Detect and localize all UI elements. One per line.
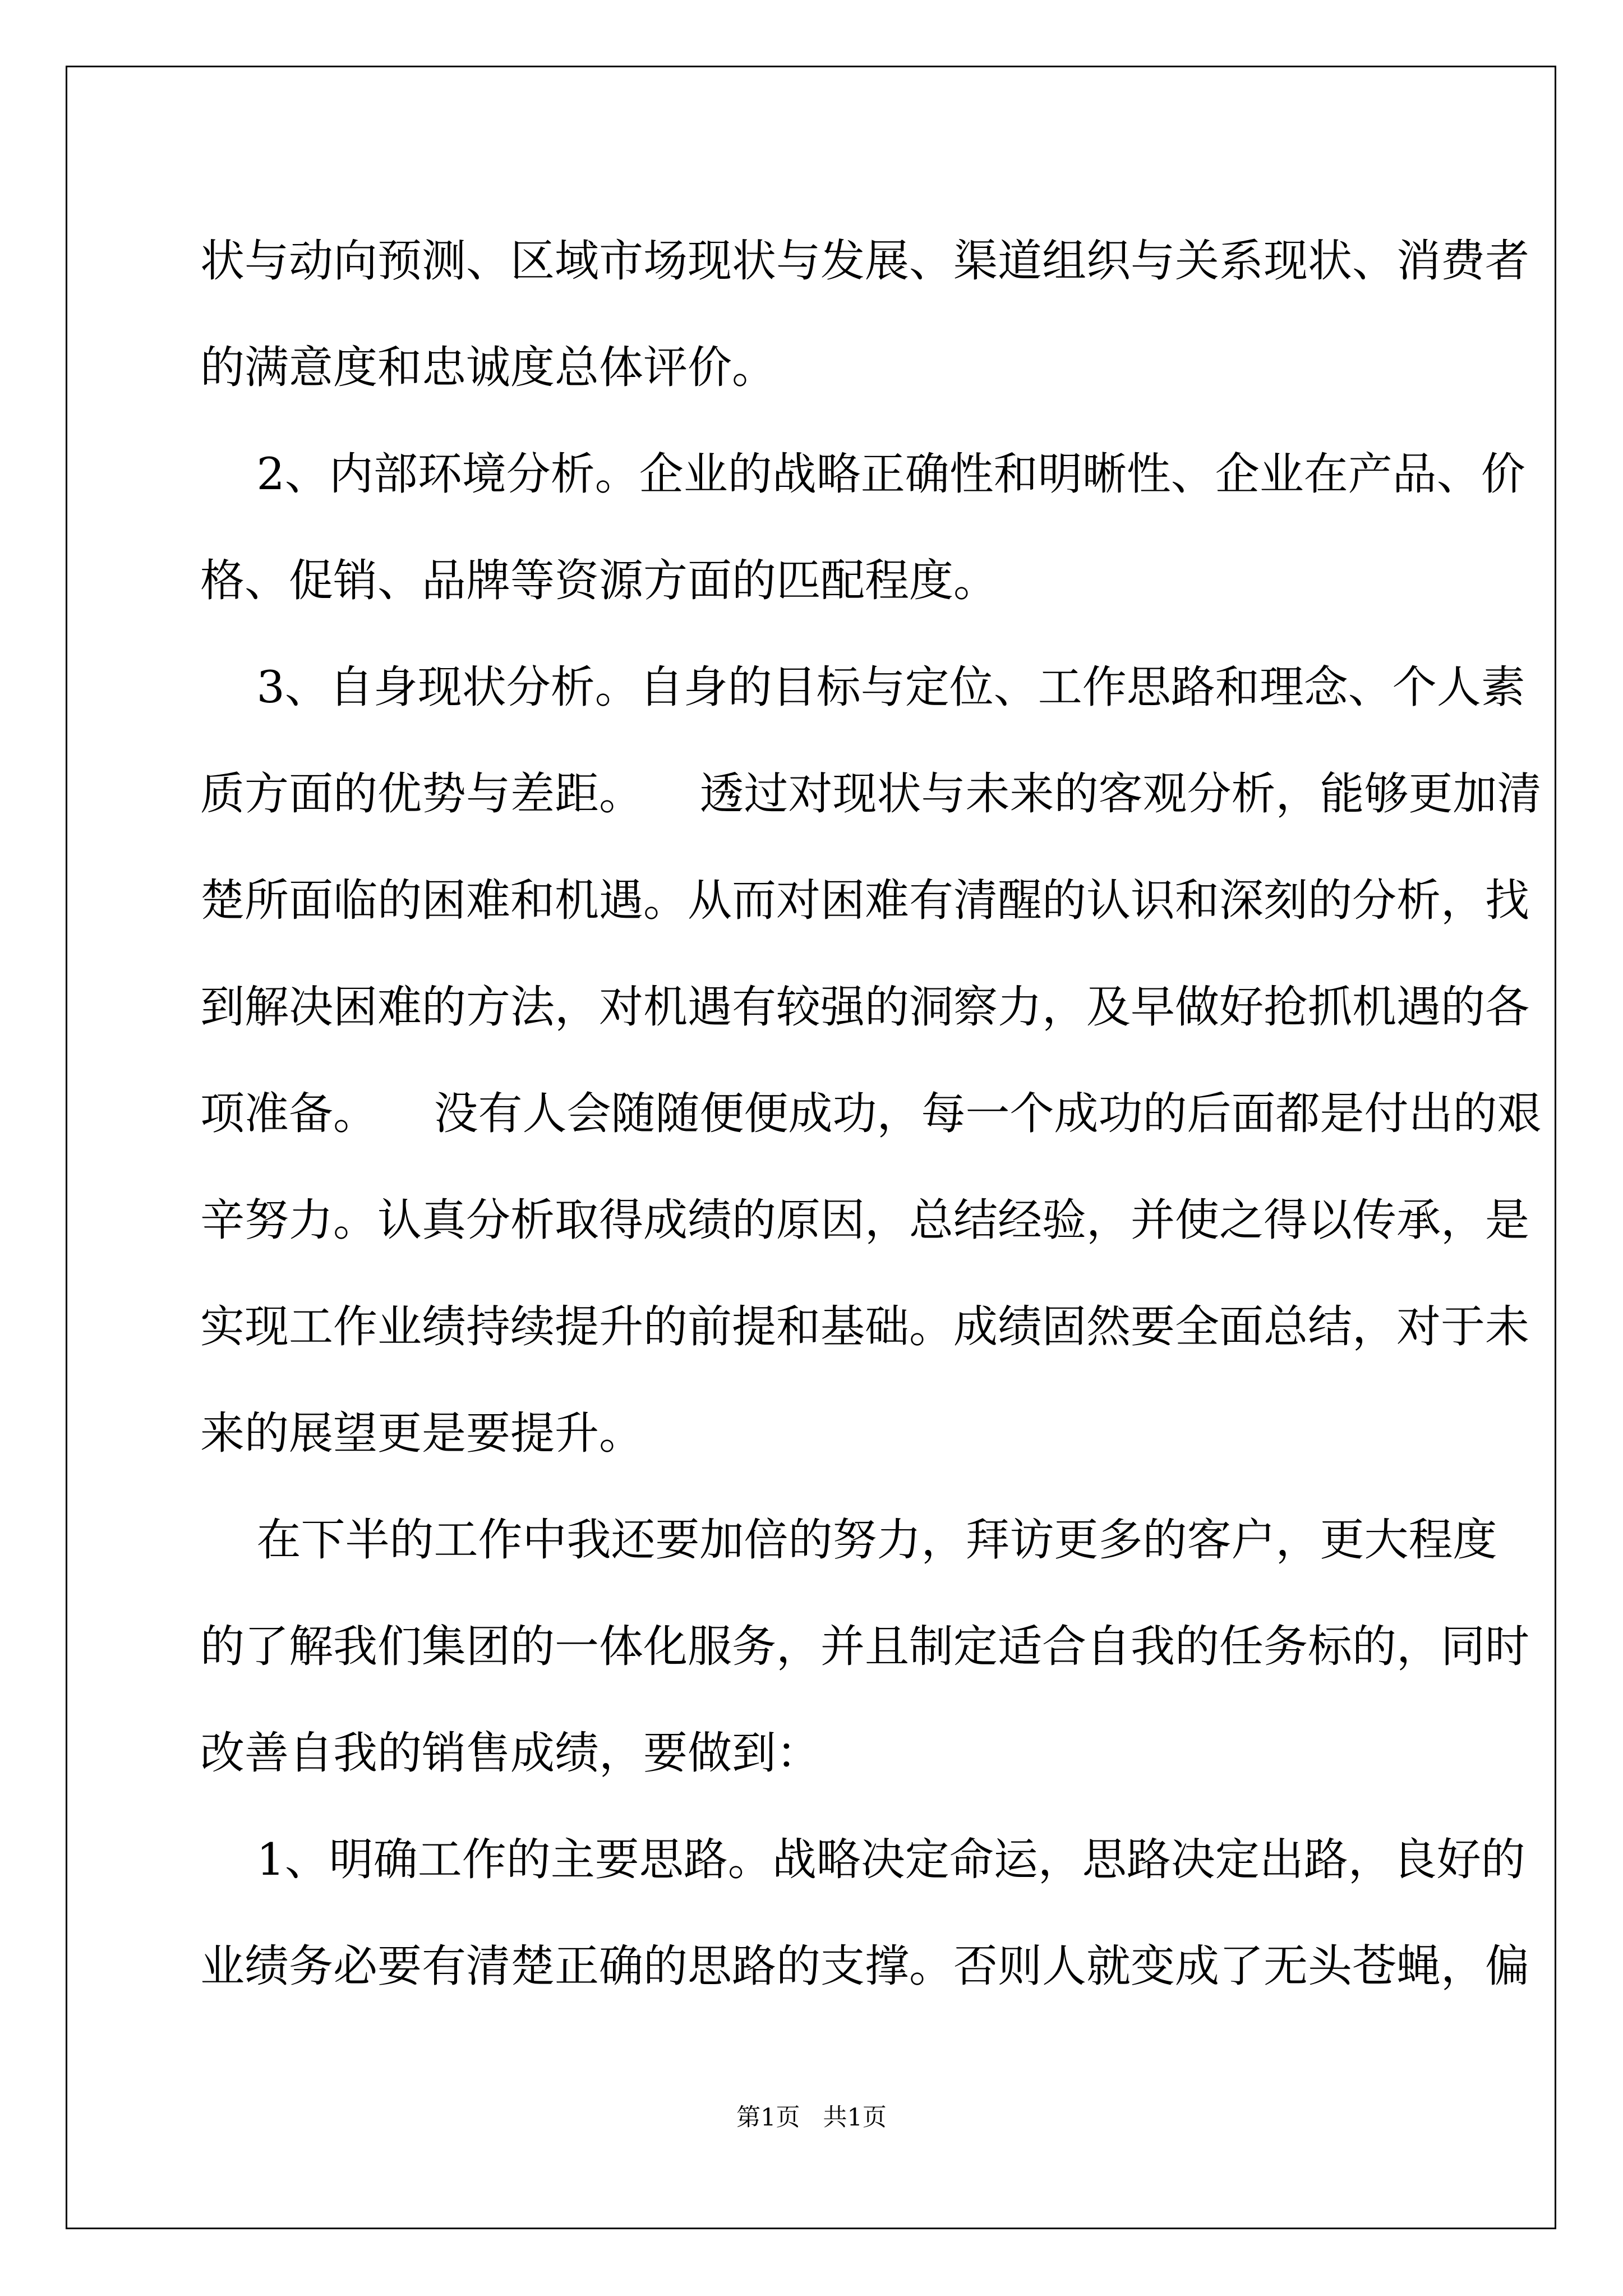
text-line: 来的展望更是要提升。	[200, 1407, 643, 1459]
text-line: 辛努力。认真分析取得成绩的原因，总结经验，并使之得以传承，是	[200, 1194, 1529, 1246]
text-line: 实现工作业绩持续提升的前提和基础。成绩固然要全面总结，对于未	[200, 1301, 1529, 1352]
text-line: 业绩务必要有清楚正确的思路的支撑。否则人就变成了无头苍蝇，偏	[200, 1940, 1529, 1992]
text-line: 的了解我们集团的一体化服务，并且制定适合自我的任务标的，同时	[200, 1621, 1529, 1672]
document-body	[200, 208, 1542, 2019]
paragraph-market-analysis	[200, 208, 1529, 421]
text-line: 3、自身现状分析。自身的目标与定位、工作思路和理念、个人素	[200, 661, 1525, 713]
page-footer: 第1页 共1页	[736, 2104, 887, 2132]
text-line: 2、内部环境分析。企业的战略正确性和明晰性、企业在产品、价	[200, 448, 1525, 500]
text-line: 到解决困难的方法，对机遇有较强的洞察力，及早做好抢抓机遇的各	[200, 981, 1529, 1033]
text-line: 在下半的工作中我还要加倍的努力，拜访更多的客户，更大程度	[200, 1514, 1497, 1566]
paragraph-work-ideas	[200, 1806, 1529, 2019]
paragraph-second-half-plan	[200, 1487, 1529, 1806]
paragraph-self-analysis	[200, 634, 1542, 1487]
text-line: 楚所面临的困难和机遇。从而对困难有清醒的认识和深刻的分析，找	[200, 875, 1529, 926]
text-line: 的满意度和忠诚度总体评价。	[200, 342, 776, 393]
text-line: 项准备。 没有人会随随便便成功，每一个成功的后面都是付出的艰	[200, 1088, 1542, 1139]
text-line: 质方面的优势与差距。 透过对现状与未来的客观分析，能够更加清	[200, 768, 1542, 820]
text-line: 改善自我的销售成绩，要做到：	[200, 1727, 820, 1779]
paragraph-internal-analysis	[200, 421, 1525, 634]
text-line: 1、明确工作的主要思路。战略决定命运，思路决定出路，良好的	[200, 1834, 1525, 1885]
text-line: 状与动向预测、区域市场现状与发展、渠道组织与关系现状、消费者	[200, 235, 1529, 287]
text-line: 格、促销、品牌等资源方面的匹配程度。	[200, 555, 998, 606]
